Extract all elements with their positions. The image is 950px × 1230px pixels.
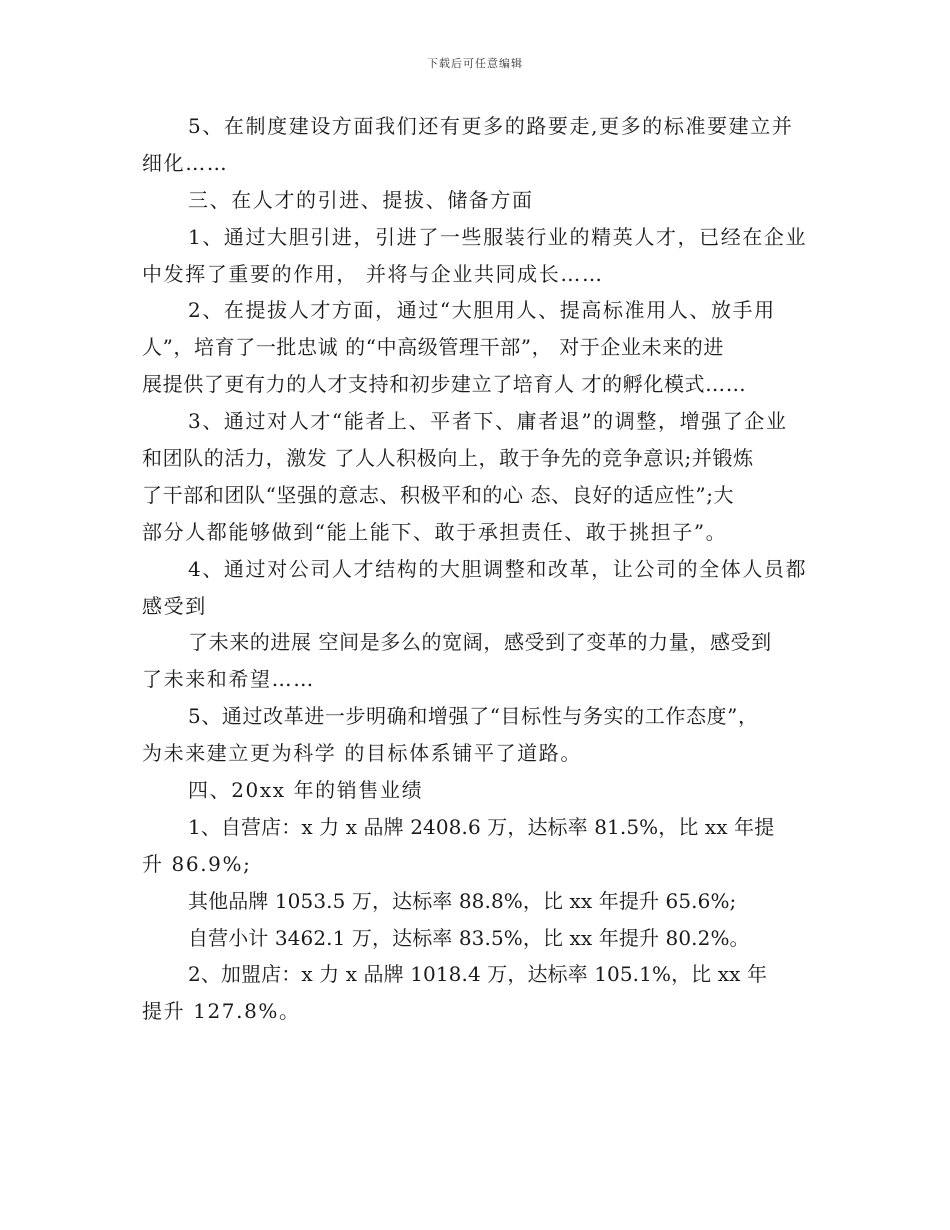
paragraph-line: 感受到 bbox=[142, 593, 207, 618]
paragraph-line: 5、通过改革进一步明确和增强了“目标性与务实的工作态度”， bbox=[188, 704, 759, 729]
paragraph-line: 为未来建立更为科学 的目标体系铺平了道路。 bbox=[142, 741, 582, 766]
paragraph-line: 4、通过对公司人才结构的大胆调整和改革，让公司的全体人员都 bbox=[188, 556, 808, 581]
paragraph-line: 细化…… bbox=[142, 150, 229, 175]
paragraph-line: 升 86.9%; bbox=[142, 851, 252, 876]
section-heading: 三、在人才的引进、提拔、储备方面 bbox=[188, 187, 534, 212]
paragraph-line: 展提供了更有力的人才支持和初步建立了培育人 才的孵化模式…… bbox=[142, 372, 747, 397]
paragraph-line: 中发挥了重要的作用， 并将与企业共同成长…… bbox=[142, 261, 604, 286]
section-heading: 四、20xx 年的销售业绩 bbox=[188, 778, 424, 803]
paragraph-line: 了未来和希望…… bbox=[142, 667, 315, 692]
paragraph-line: 提升 127.8%。 bbox=[142, 999, 301, 1024]
paragraph-line: 了未来的进展 空间是多么的宽阔，感受到了变革的力量，感受到 bbox=[188, 630, 772, 655]
paragraph-line: 1、通过大胆引进，引进了一些服装行业的精英人才，已经在企业 bbox=[188, 224, 808, 249]
paragraph-line: 3、通过对人才“能者上、平者下、庸者退”的调整，增强了企业 bbox=[188, 409, 788, 434]
paragraph-line: 2、加盟店：x 力 x 品牌 1018.4 万，达标率 105.1%，比 xx 年 bbox=[188, 962, 768, 987]
page-header: 下载后可任意编辑 bbox=[427, 57, 523, 70]
paragraph-line: 人”，培育了一批忠诚 的“中高级管理干部”， 对于企业未来的进 bbox=[142, 335, 724, 360]
document-body bbox=[142, 108, 810, 1030]
paragraph-line: 部分人都能够做到“能上能下、敢于承担责任、敢于挑担子”。 bbox=[142, 519, 728, 544]
paragraph-line: 5、在制度建设方面我们还有更多的路要走,更多的标准要建立并 bbox=[188, 114, 794, 138]
paragraph-line: 2、在提拔人才方面，通过“大胆用人、提高标准用人、放手用 bbox=[188, 298, 776, 323]
paragraph-line: 了干部和团队“坚强的意志、积极平和的心 态、良好的适应性”;大 bbox=[142, 482, 735, 507]
paragraph-line: 和团队的活力，激发 了人人积极向上，敢于争先的竞争意识;并锻炼 bbox=[142, 446, 754, 471]
paragraph-line: 其他品牌 1053.5 万，达标率 88.8%，比 xx 年提升 65.6%; bbox=[188, 888, 737, 913]
paragraph-line: 1、自营店：x 力 x 品牌 2408.6 万，达标率 81.5%，比 xx 年提 bbox=[188, 814, 775, 839]
paragraph-line: 自营小计 3462.1 万，达标率 83.5%，比 xx 年提升 80.2%。 bbox=[188, 925, 750, 950]
